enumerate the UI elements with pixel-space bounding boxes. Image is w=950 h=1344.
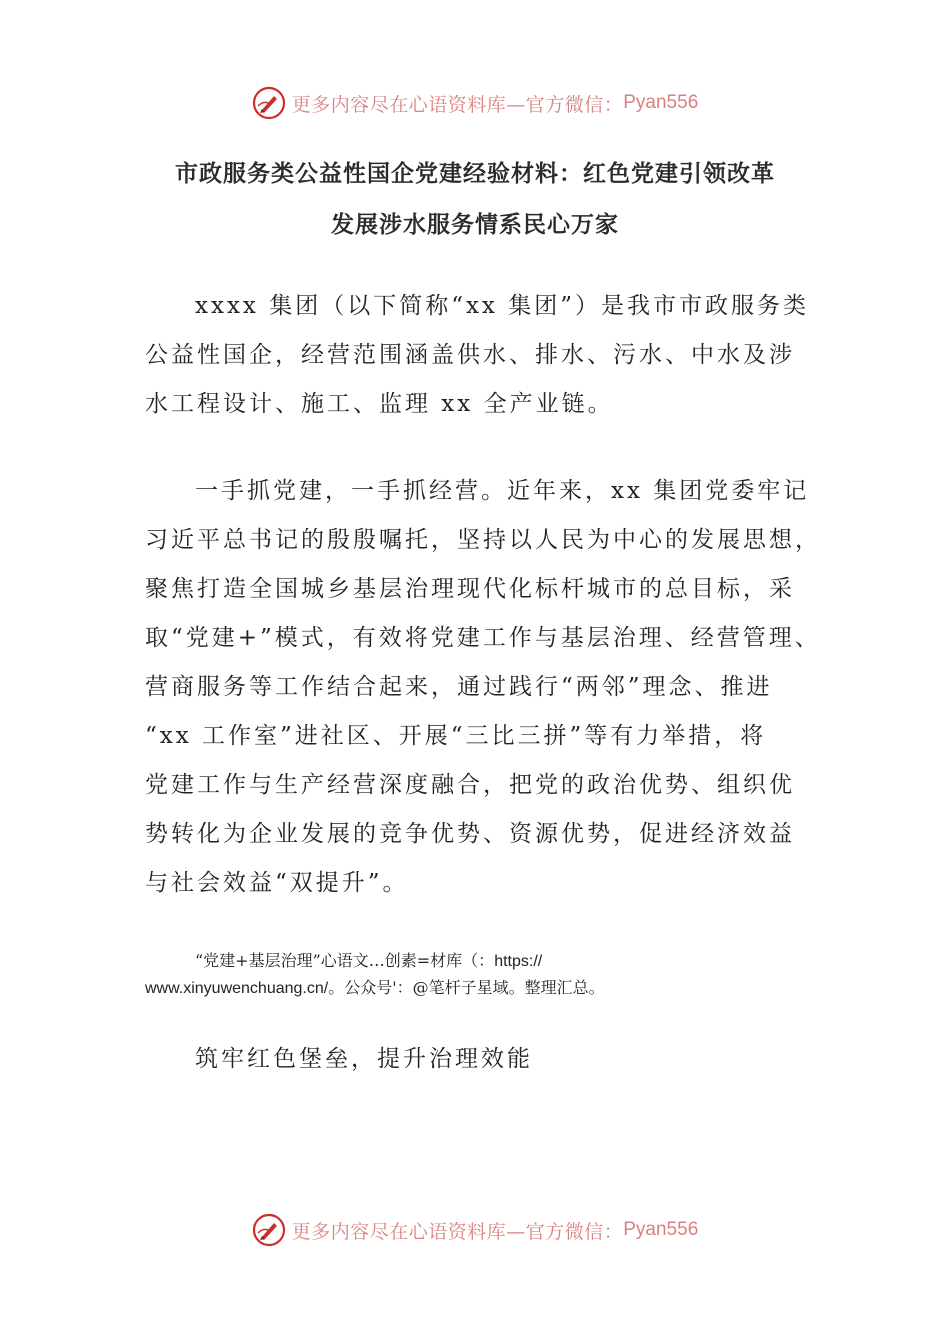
- document-title-line-1: 市政服务类公益性国企党建经验材料：红色党建引领改革: [175, 160, 775, 187]
- paragraph-line: 取“党建+”模式，有效将党建工作与基层治理、经营管理、: [145, 625, 821, 651]
- banner-wechat-id: Pyan556: [623, 1219, 699, 1240]
- paragraph-line: 公益性国企，经营范围涵盖供水、排水、污水、中水及涉: [145, 342, 795, 368]
- source-url-part-1: https://: [494, 953, 543, 970]
- source-note-text: “党建+基层治理”心语文…创素=材库（：: [195, 951, 495, 970]
- banner-text: 更多内容尽在心语资料库—官方微信：: [291, 93, 624, 116]
- source-note-suffix: 。公众号'：@笔杆子星域。整理汇总。: [328, 978, 605, 997]
- paragraph-line: 党建工作与生产经营深度融合，把党的政治优势、组织优: [145, 772, 795, 798]
- source-note-line-2: [145, 975, 825, 1002]
- section-heading: 筑牢红色堡垒，提升治理效能: [195, 1046, 533, 1072]
- paragraph-line: 聚焦打造全国城乡基层治理现代化标杆城市的总目标，采: [145, 576, 795, 602]
- banner-wechat-id: Pyan556: [623, 92, 699, 113]
- banner-text: 更多内容尽在心语资料库—官方微信：: [291, 1220, 624, 1243]
- paragraph-party-building: [145, 467, 825, 908]
- source-note-line-1: [145, 948, 825, 975]
- pen-circle-logo-icon: [252, 86, 286, 120]
- source-note: [145, 948, 825, 1002]
- source-url-part-2: www.xinyuwenchuang.cn/: [145, 980, 329, 997]
- paragraph-line: 习近平总书记的殷殷嘱托，坚持以人民为中心的发展思想，: [145, 527, 821, 553]
- paragraph-line: 水工程设计、施工、监理 xx 全产业链。: [145, 391, 614, 417]
- paragraph-line: 与社会效益“双提升”。: [145, 870, 409, 896]
- paragraph-intro: [145, 282, 825, 429]
- paragraph-line: 一手抓党建，一手抓经营。近年来，xx 集团党委牢记: [195, 478, 810, 504]
- footer-banner: [0, 1210, 950, 1250]
- paragraph-line: 营商服务等工作结合起来，通过践行“两邻”理念、推进: [145, 674, 773, 700]
- paragraph-line: 势转化为企业发展的竞争优势、资源优势，促进经济效益: [145, 821, 795, 847]
- document-title-line-2: 发展涉水服务情系民心万家: [331, 211, 619, 238]
- paragraph-line: “xx 工作室”进社区、开展“三比三拼”等有力举措，将: [145, 723, 767, 749]
- header-banner: [0, 83, 950, 123]
- paragraph-line: xxxx 集团（以下简称“xx 集团”）是我市市政服务类: [195, 293, 809, 319]
- pen-circle-logo-icon: [252, 1213, 286, 1247]
